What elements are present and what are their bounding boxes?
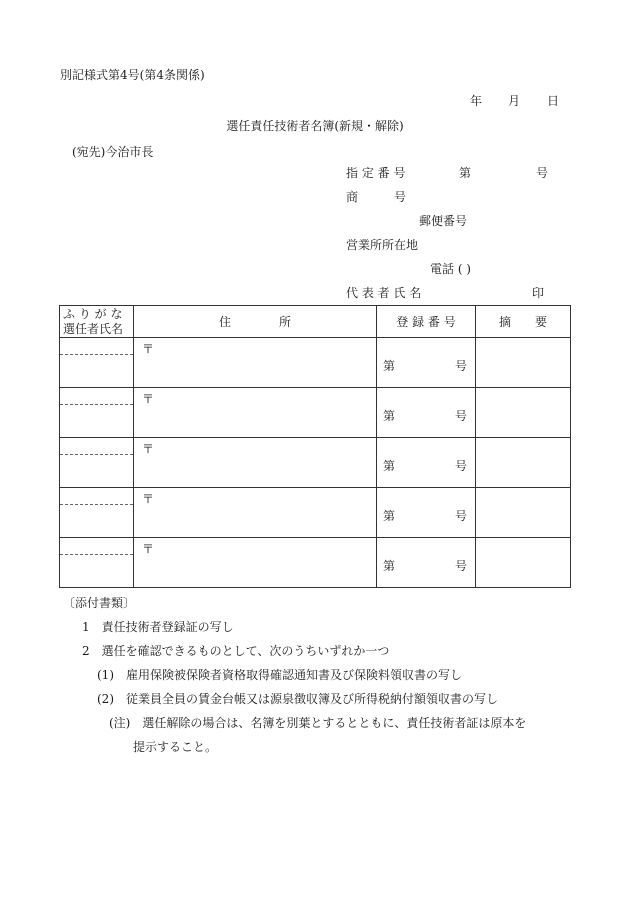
reg-dai: 第 [383, 509, 396, 523]
postal-mark: 〒 [142, 392, 155, 406]
appointee-name-header-label: 選任者氏名 [63, 321, 124, 336]
reg-go: 号 [454, 509, 467, 523]
reg-number-cell[interactable] [377, 438, 476, 488]
attachment-subitem-1: (1) 雇用保険被保険者資格取得確認通知書及び保険料領収書の写し [97, 668, 463, 682]
remarks-column-header: 摘 要 [476, 306, 571, 338]
address-cell[interactable] [134, 538, 377, 588]
reg-number-cell[interactable] [377, 488, 476, 538]
address-cell[interactable] [134, 338, 377, 388]
reg-dai: 第 [383, 459, 396, 473]
reg-number-cell[interactable] [377, 538, 476, 588]
postal-mark: 〒 [142, 492, 155, 506]
name-cell[interactable] [60, 538, 134, 588]
seal-mark: 印 [532, 286, 545, 300]
table-row [60, 438, 571, 488]
reg-number-cell[interactable] [377, 338, 476, 388]
registry-table [59, 305, 571, 588]
address-cell[interactable] [134, 488, 377, 538]
name-cell[interactable] [60, 338, 134, 388]
postal-code-label: 郵便番号 [419, 214, 468, 228]
reg-go: 号 [454, 459, 467, 473]
date-month-label: 月 [508, 94, 521, 108]
reg-go: 号 [454, 409, 467, 423]
table-row [60, 388, 571, 438]
remarks-cell[interactable] [476, 338, 571, 388]
address-column-header: 住 所 [134, 306, 377, 338]
table-row [60, 488, 571, 538]
name-cell[interactable] [60, 438, 134, 488]
furigana-header-label: ふ り が な [63, 306, 123, 321]
office-address-label: 営業所所在地 [346, 238, 419, 252]
furigana-divider [60, 404, 133, 405]
name-cell[interactable] [60, 388, 134, 438]
note-line-1: (注) 選任解除の場合は、名簿を別葉とするとともに、責任技術者証は原本を [109, 716, 527, 730]
phone-label: 電話 ( ) [430, 262, 471, 276]
date-year-label: 年 [470, 94, 483, 108]
attachment-item-1: 1 責任技術者登録証の写し [82, 620, 234, 634]
reg-go: 号 [454, 559, 467, 573]
remarks-cell[interactable] [476, 388, 571, 438]
addressee: (宛先)今治市長 [72, 145, 154, 159]
postal-mark: 〒 [142, 542, 155, 556]
table-row [60, 338, 571, 388]
name-cell[interactable] [60, 488, 134, 538]
remarks-cell[interactable] [476, 438, 571, 488]
postal-mark: 〒 [142, 342, 155, 356]
designation-dai: 第 [459, 166, 472, 180]
attachment-item-2: 2 選任を確認できるものとして、次のうちいずれか一つ [82, 644, 390, 658]
reg-number-cell[interactable] [377, 388, 476, 438]
address-cell[interactable] [134, 388, 377, 438]
remarks-cell[interactable] [476, 538, 571, 588]
document-title: 選任責任技術者名簿(新規・解除) [226, 119, 404, 133]
reg-number-column-header: 登 録 番 号 [377, 306, 476, 338]
postal-mark: 〒 [142, 442, 155, 456]
furigana-divider [60, 504, 133, 505]
table-row [60, 538, 571, 588]
name-column-header [60, 306, 134, 338]
trade-name-label: 商 号 [346, 190, 407, 204]
reg-go: 号 [454, 359, 467, 373]
reg-dai: 第 [383, 409, 396, 423]
furigana-divider [60, 454, 133, 455]
designation-go: 号 [536, 166, 549, 180]
note-line-2: 提示すること。 [133, 740, 218, 754]
reg-dai: 第 [383, 359, 396, 373]
furigana-divider [60, 354, 133, 355]
date-day-label: 日 [547, 94, 560, 108]
furigana-divider [60, 554, 133, 555]
form-label: 別記様式第4号(第4条関係) [60, 68, 205, 82]
reg-dai: 第 [383, 559, 396, 573]
address-cell[interactable] [134, 438, 377, 488]
attachment-subitem-2: (2) 従業員全員の賃金台帳又は源泉徴収簿及び所得税納付額領収書の写し [97, 692, 499, 706]
table-header-row [60, 306, 571, 338]
remarks-cell[interactable] [476, 488, 571, 538]
representative-label: 代 表 者 氏 名 [346, 286, 422, 300]
attachments-heading: 〔添付書類〕 [63, 596, 136, 610]
designation-number-label: 指 定 番 号 [346, 166, 406, 180]
